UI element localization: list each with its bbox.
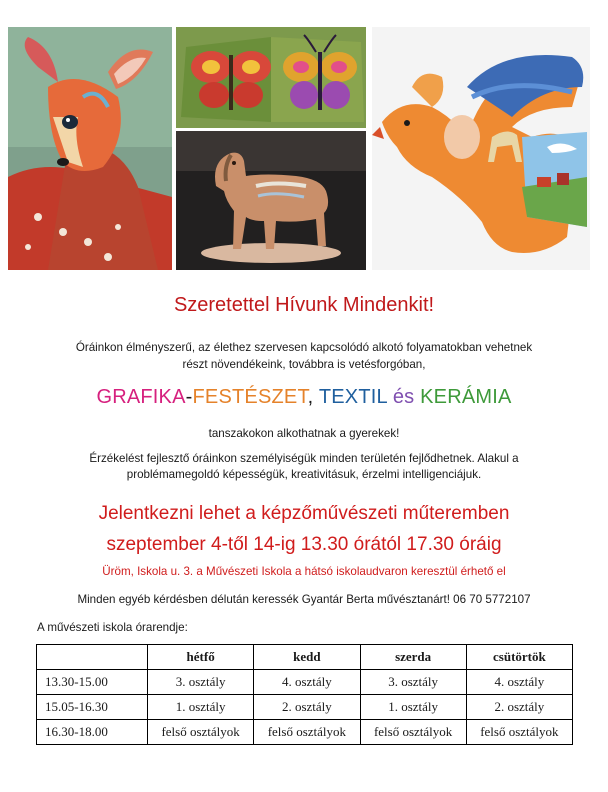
table-cell: 4. osztály: [466, 670, 572, 695]
intro-line-2: részt növendékeink, továbbra is vetésforgóban,: [182, 358, 426, 371]
table-cell: 2. osztály: [254, 695, 360, 720]
ceramic-horse-image: [176, 131, 366, 270]
address-line: Üröm, Iskola u. 3. a Művészeti Iskola a hátsó iskolaudvaron keresztül érhető el: [102, 565, 506, 578]
table-cell: 3. osztály: [360, 670, 466, 695]
schedule-header-row: [37, 645, 573, 670]
table-cell: 4. osztály: [254, 670, 360, 695]
subject-es: és: [387, 386, 421, 408]
table-cell: 2. osztály: [466, 695, 572, 720]
table-cell: 1. osztály: [148, 695, 254, 720]
subject-textil: TEXTIL: [318, 386, 388, 408]
application-line-2: szeptember 4-től 14-ig 13.30 órától 17.30 óráig: [106, 534, 502, 555]
table-cell: felső osztályok: [360, 720, 466, 745]
table-row: [37, 670, 573, 695]
application-notice: [0, 498, 608, 560]
application-line-1: Jelentkezni lehet a képzőművészeti műteremben: [98, 503, 510, 524]
intro-line-1: Óráinkon élményszerű, az élethez szervesen kapcsolódó alkotó folyamatokban vehetnek: [75, 341, 533, 354]
time-cell: 13.30-15.00: [37, 670, 148, 695]
header-cell: hétfő: [148, 645, 254, 670]
development-line-2: problémamegoldó képességük, kreativitásuk, érzelmi intelligenciájuk.: [126, 468, 482, 481]
header-cell: kedd: [254, 645, 360, 670]
workshops-line: tanszakokon alkothatnak a gyerekek!: [208, 427, 400, 440]
time-cell: 15.05-16.30: [37, 695, 148, 720]
intro-paragraph: [0, 339, 608, 373]
header-cell: csütörtök: [466, 645, 572, 670]
header-cell: szerda: [360, 645, 466, 670]
table-cell: felső osztályok: [148, 720, 254, 745]
table-cell: 3. osztály: [148, 670, 254, 695]
subject-grafika: GRAFIKA: [96, 386, 186, 408]
subject-comma: ,: [307, 386, 319, 408]
schedule-table: [36, 644, 573, 745]
subject-festeszet: FESTÉSZET: [192, 386, 308, 408]
table-cell: felső osztályok: [254, 720, 360, 745]
header-cell: [37, 645, 148, 670]
subject-dash: -: [185, 386, 193, 408]
subjects-line: [0, 386, 608, 409]
deer-painting-image: [8, 27, 172, 270]
table-row: [37, 695, 573, 720]
table-cell: 1. osztály: [360, 695, 466, 720]
contact-line: Minden egyéb kérdésben délután keressék Gyantár Berta művésztanárt! 06 70 5772107: [77, 593, 531, 606]
subject-keramia: KERÁMIA: [420, 386, 512, 408]
time-cell: 16.30-18.00: [37, 720, 148, 745]
development-paragraph: [0, 451, 608, 483]
development-line-1: Érzékelést fejlesztő óráinkon személyiségük minden területén fejlődhetnek. Alakul a: [89, 452, 519, 465]
felt-butterflies-image: [176, 27, 366, 128]
table-row: [37, 720, 573, 745]
ceramic-bird-image: [372, 27, 590, 270]
schedule-label: A művészeti iskola órarendje:: [37, 621, 188, 634]
headline: Szeretettel Hívunk Mindenkit!: [173, 294, 435, 316]
table-cell: felső osztályok: [466, 720, 572, 745]
